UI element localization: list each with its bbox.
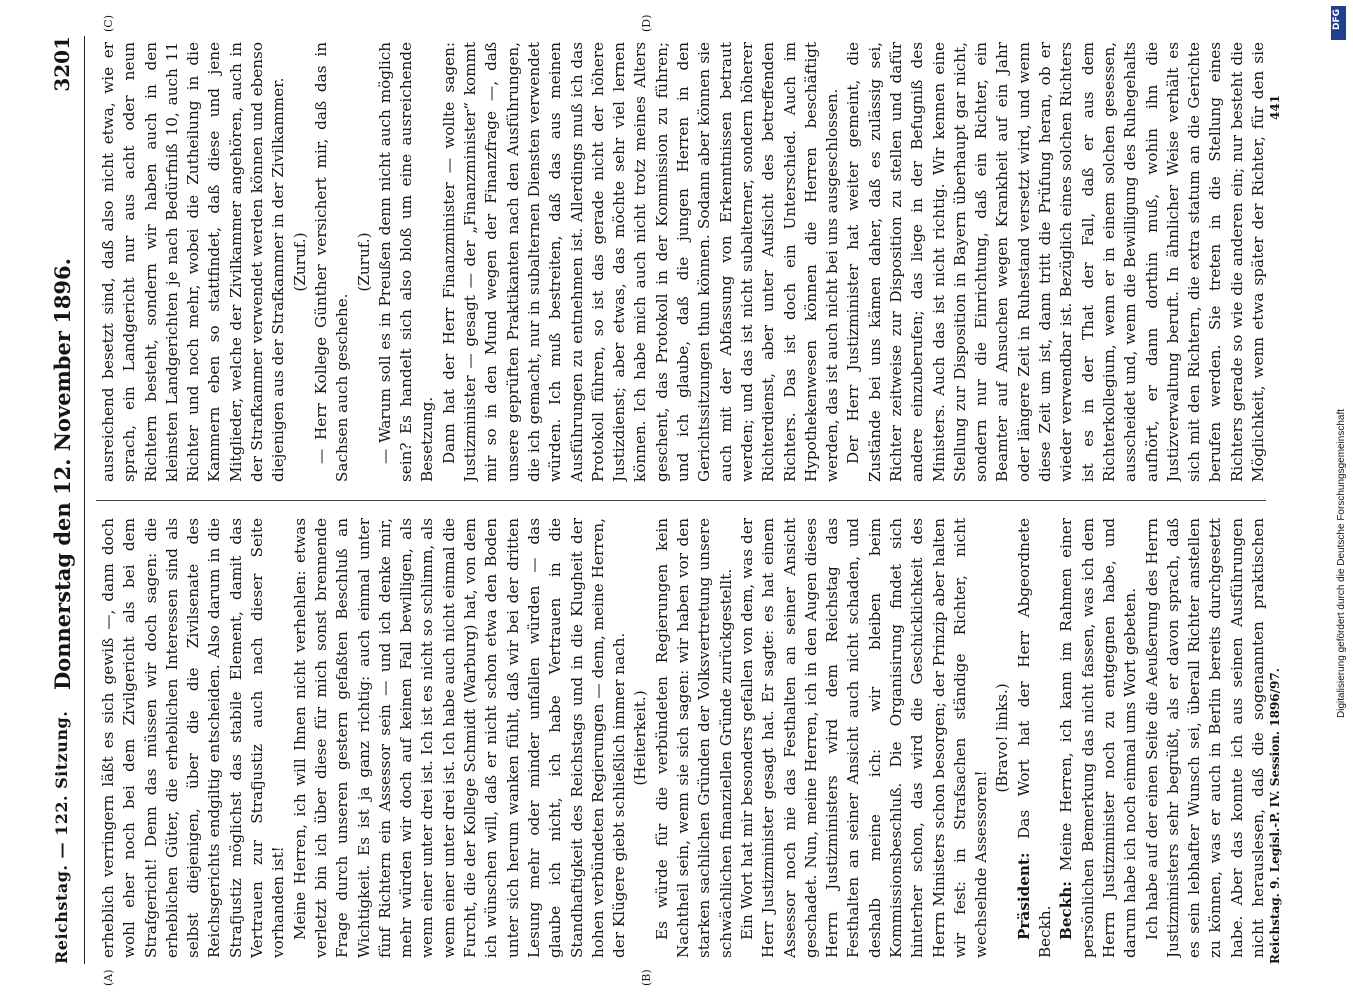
paragraph: (Bravo! links.): [993, 683, 1012, 793]
paragraph: erheblich verringern läßt es sich gewiß —, dann doch wohl eher noch bei dem Zivilgericht als bei dem Strafgericht! Denn das müssen wir doch sagen: die erheblichen Güter, die erheblichen Interessen sind als selbst diejenigen, über die die Zivilsenate des Reichsgerichts endgiltig entscheiden. Also darum in die Strafjustiz möglichst das stabile Element, damit das Vertrauen zur Strafjustiz auch nach dieser Seite vorhanden ist!: [99, 518, 288, 958]
paragraph: ausreichend besetzt sind, daß also nicht etwa, wie er sprach, ein Landgericht nur aus acht oder neun Richtern besteht, sondern wir haben auch in den kleinsten Landgerichten je nach Bedürfniß 10, auch 11 Richter und noch mehr, wobei die Zutheilung in die Kammern eben so stattfindet, daß diese und jene Mitglieder, welche der Zivilkammer angehören, auch in der Strafkammer verwendet werden können und ebenso diejenigen aus der Strafkammer in der Zivilkammer.: [99, 42, 288, 482]
speaker-name: Präsident:: [1014, 852, 1033, 940]
speaker-name: Beckh:: [1057, 881, 1076, 940]
dfg-logo-text: DFG: [1332, 9, 1342, 31]
paragraph: Meine Herren, ich will Ihnen nicht verhehlen: etwas verletzt bin ich über diese für mich sonst brennende Frage durch unseren gestern gefaßten Beschluß an Wichtigkeit. Es ist ja ganz richtig: auch einmal unter fünf Richtern ein Assessor sein — und ich denke mir, mehr würden wir doch auf keinen Fall bewilligen, als wenn einer unter drei ist. Ich ist es nicht so schlimm, als wenn einer unter drei ist. Ich habe auch nicht einmal die Furcht, die der Kollege Schmidt (Warburg) hat, von dem ich wünschen will, daß er nicht schon etwa den Boden unter sich herum wanken fühlt, daß wir bei der dritten Lesung mehr oder minder unfallen würden — das glaube ich nicht, ich habe Vertrauen in die Standhaftigkeit des Reichstags und in die Klugheit der hohen verbündeten Regierungen — denn, meine Herren, der Klügere giebt schließlich immer nach.: [290, 518, 629, 958]
paragraph: Dann hat der Herr Finanzminister — wollte sagen: Justizminister — gesagt — der „Finanzminister“ kommt mir so in den Mund wegen der Finanzfrage —, daß unsere geprüften Praktikanten nach den Ausführungen, die ich gemacht, nur in subalternen Diensten verwendet würden. Ich muß bestreiten, daß das aus meinen Ausführungen zu entnehmen ist. Allerdings muß ich das Protokoll führen, so ist das gerade nicht der höhere Justizdienst; aber etwas, das möchte sehr viel lernen können. Ich habe mich auch nicht trotz meines Alters geschent, das Protokoll in der Kommission zu führen; und ich glaube, daß die jungen Herren in den Gerichtssitzungen thun können. Sodann aber können sie auch mit der Abfassung von Erkenntnissen betraut werden; und das ist nicht subalterner, sondern höherer Richterdienst, aber unter Aufsicht des betreffenden Richters. Das ist doch ein Unterschied. Auch im Hypothekenwesen können die Herren beschäftigt werden, das ist auch nicht bei uns ausgeschlossen.: [439, 42, 842, 482]
column-divider: [96, 500, 1266, 501]
margin-marker-b: (B): [640, 969, 653, 986]
right-text-column: [98, 42, 1268, 482]
left-text-column: [98, 518, 1268, 958]
paragraph: Ein Wort hat mir besonders gefallen von dem, was der Herr Justizminister gesagt hat. Er sagte: es hat einem Assessor noch nie das Festhalten an seiner Ansicht geschadet. Nun, meine Herren, ich in den Augen dieses Herrn Justizministers wird dem Reichstag das Festhalten an seiner Ansicht auch nicht schaden, und deshalb meine ich: wir bleiben beim Kommissionsbeschluß. Die Organisirung findet sich hinterher schon, das wird die Geschicklichkeit des Herrn Ministers schon besorgen; der Prinzip aber halten wir fest: in Strafsachen ständige Richter, nicht wechselnde Assessoren!: [737, 518, 991, 958]
page-header: [40, 36, 78, 964]
margin-marker-d: (D): [640, 14, 653, 32]
paragraph: (Zuruf.): [354, 232, 373, 292]
margin-marker-a: (A): [102, 969, 115, 986]
header-date: Donnerstag den 12. November 1896.: [50, 258, 75, 690]
paragraph: Präsident: Das Wort hat der Herr Abgeordnete Beckh.: [1014, 518, 1055, 958]
paragraph: — Warum soll es in Preußen denn nicht auch möglich sein? Es handelt sich also bloß um eine ausreichende Besetzung.: [375, 42, 437, 482]
paragraph: — Herr Kollege Günther versichert mir, daß das in Sachsen auch geschehe.: [311, 42, 352, 482]
header-page-number: 3201: [50, 36, 74, 92]
paragraph: Ich habe auf der einen Seite die Aeußerung des Herrn Justizministers sehr begrüßt, als er davon sprach, daß es sein lebhafter Wunsch sei, überall Richter anstellen zu können, was er auch in Berlin bereits durchgesetzt habe. Aber das konnte ich aus seinen Ausführungen nicht herauslesen, daß die sogenannten praktischen: [1142, 518, 1268, 958]
digitization-notice: Digitalisierung gefördert durch die Deutsche Forschungsgemeinschaft: [1336, 408, 1347, 718]
page-footer: Reichstag. 9. Legisl.-P. IV. Session. 1896/97.: [1268, 668, 1282, 964]
paragraph: Es würde für die verbündeten Regierungen kein Nachtheil sein, wenn sie sich sagen: wir haben vor den starken sachlichen Gründen der Volksvertretung unsere schwächlichen finanziellen Gründe zurückgestellt.: [652, 518, 735, 958]
header-session: Reichstag. — 122. Sitzung.: [52, 710, 71, 964]
paragraph: (Heiterkeit.): [631, 690, 650, 786]
paragraph: (Zuruf.): [290, 232, 309, 292]
paragraph: Der Herr Justizminister hat weiter gemeint, die Zustände bei uns kämen daher, daß es zulässig sei, Richter zeitweise zur Disposition zu stellen und dafür andere einzuberufen; das liege in der Befugniß des Ministers. Auch das ist nicht richtig. Wir kennen eine Stellung zur Disposition in Bayern überhaupt gar nicht, sondern nur die Einrichtung, daß ein Richter, ein Beamter auf Ansuchen wegen Krankheit auf ein Jahr oder längere Zeit in Ruhestand versetzt wird, und wenn diese Zeit um ist, dann tritt die Prüfung heran, ob er wieder verwendbar ist. Bezüglich eines solchen Richters ist es in der That der Fall, daß er aus dem Richterkollegium, wenn er in einem solchen gesessen, ausscheidet und, wenn die Bewilligung des Ruhegehalts aufhört, er dann dorthin muß, wohin ihn die Justizverwaltung beruft. In ähnlicher Weise verhält es sich mit den Richtern, die extra statum an die Gerichte berufen werden. Sie treten in die Stellung eines Richters gerade so wie die anderen ein; nur besteht die Möglichkeit, wenn etwa später der Richter, für den sie: [844, 42, 1268, 482]
paragraph: Beckh: Meine Herren, ich kann im Rahmen einer persönlichen Bemerkung das nicht fassen, was ich dem Herrn Justizminister noch zu entgegnen habe, und darum habe ich noch einmal ums Wort gebeten.: [1057, 518, 1140, 958]
margin-marker-c: (C): [102, 15, 115, 32]
dfg-logo: [1331, 6, 1346, 40]
bottom-page-number: 441: [1268, 94, 1282, 120]
header-rule: [84, 36, 85, 964]
